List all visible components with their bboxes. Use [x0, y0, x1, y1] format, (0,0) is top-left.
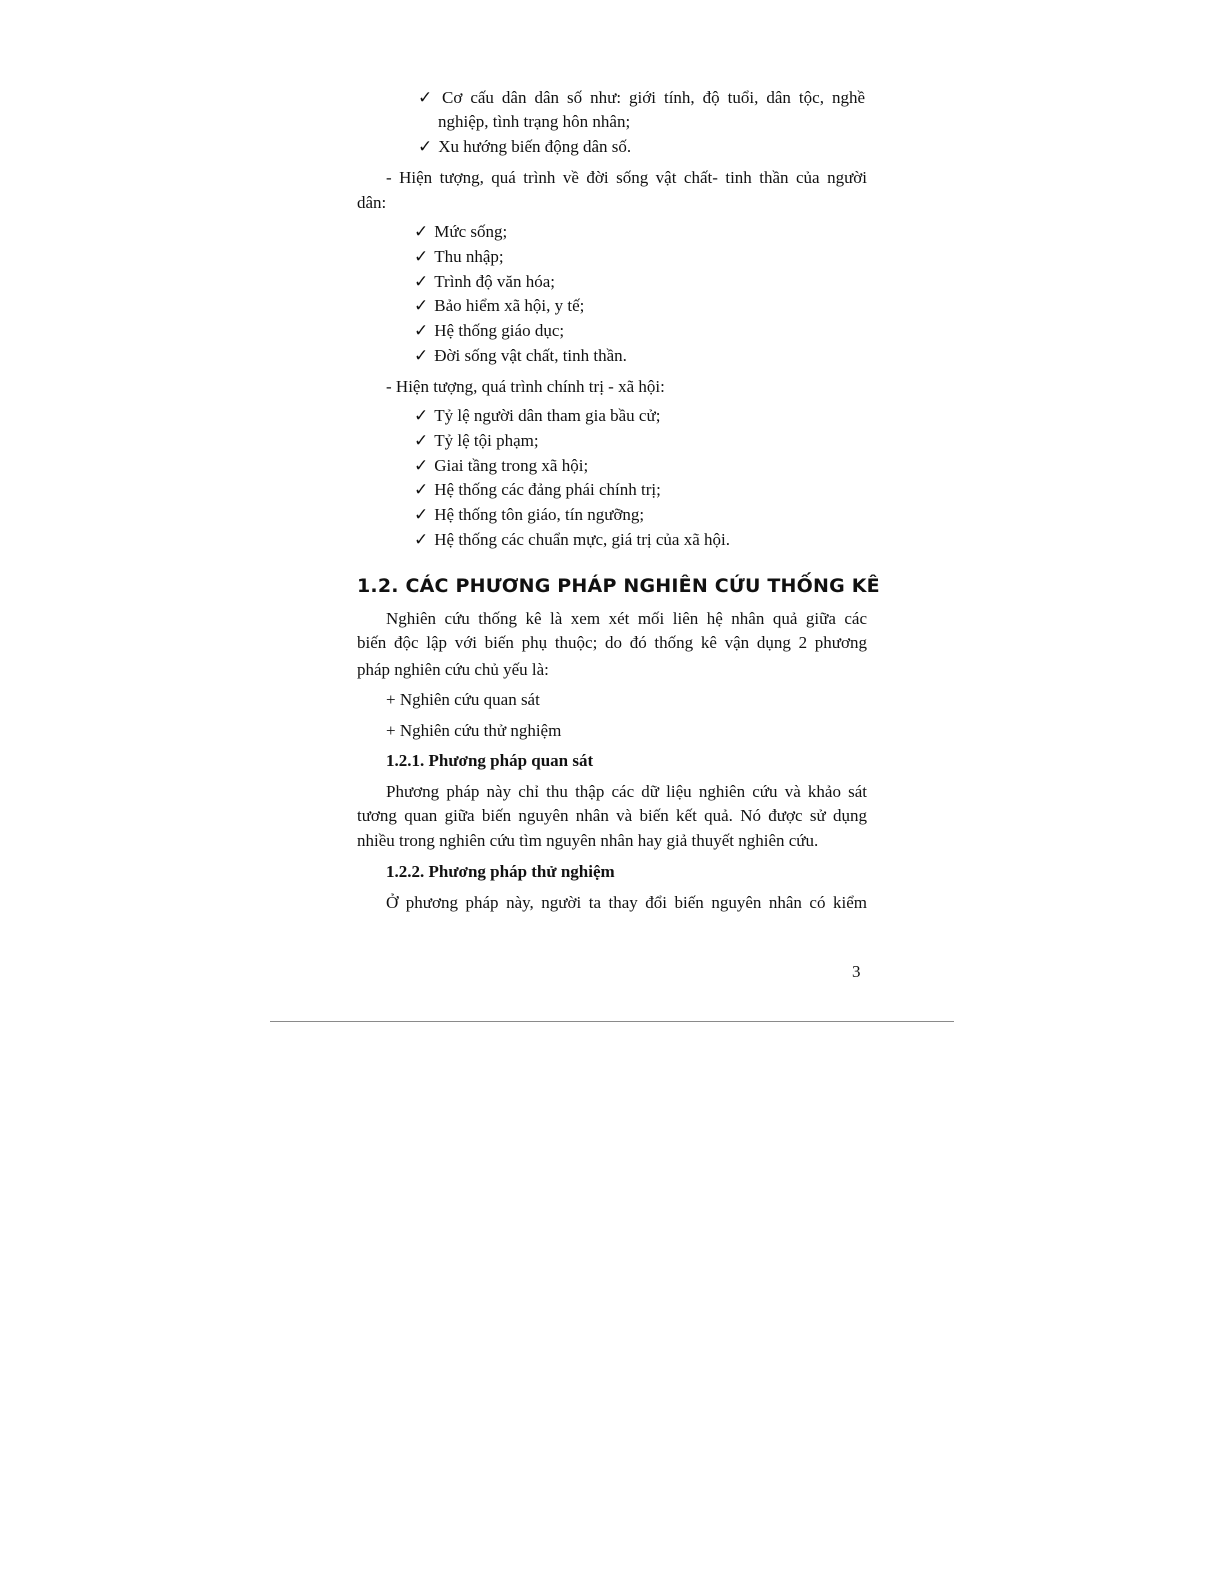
paragraph-line: biến độc lập với biến phụ thuộc; do đó thống kê vận dụng 2 phương	[357, 633, 867, 652]
list-item	[414, 321, 564, 341]
list-item	[414, 222, 507, 242]
method-item-observation: + Nghiên cứu quan sát	[386, 690, 540, 709]
list-item-text: Bảo hiểm xã hội, y tế;	[434, 296, 585, 315]
list-item-text: Xu hướng biến động dân số.	[438, 137, 632, 156]
checkmark-icon: ✓	[414, 222, 429, 241]
checkmark-icon: ✓	[414, 456, 429, 475]
list-item-demographic-structure	[418, 88, 865, 108]
list-item-population-trend	[418, 137, 631, 157]
checkmark-icon: ✓	[414, 296, 429, 315]
list-item	[414, 346, 627, 366]
checkmark-icon: ✓	[414, 247, 429, 266]
list-item	[414, 456, 588, 476]
subsection-heading-1-2-2: 1.2.2. Phương pháp thử nghiệm	[386, 862, 615, 881]
checkmark-icon: ✓	[414, 321, 429, 340]
method-item-experiment: + Nghiên cứu thử nghiệm	[386, 721, 562, 740]
list-item	[414, 296, 584, 316]
list-item	[414, 406, 660, 426]
paragraph-line: Phương pháp này chỉ thu thập các dữ liệu nghiên cứu và khảo sát	[386, 782, 867, 801]
list-item	[414, 431, 539, 451]
list-item-text: Tỷ lệ người dân tham gia bầu cử;	[434, 406, 661, 425]
list-item	[414, 480, 661, 500]
list-item-text: Hệ thống các chuẩn mực, giá trị của xã hội.	[434, 530, 730, 549]
paragraph-line: Nghiên cứu thống kê là xem xét mối liên hệ nhân quả giữa các	[386, 609, 867, 628]
paragraph-line: tương quan giữa biến nguyên nhân và biến kết quả. Nó được sử dụng	[357, 806, 867, 825]
subsection-heading-1-2-1: 1.2.1. Phương pháp quan sát	[386, 751, 594, 770]
paragraph-intro-living-continuation: dân:	[357, 193, 387, 212]
list-item-text: Hệ thống các đảng phái chính trị;	[434, 480, 661, 499]
list-item-text: Trình độ văn hóa;	[434, 272, 555, 291]
page-bottom-rule	[270, 1021, 954, 1022]
paragraph-intro-living: - Hiện tượng, quá trình về đời sống vật chất- tinh thần của người	[386, 168, 867, 187]
list-item	[414, 247, 504, 267]
list-item-text: Thu nhập;	[434, 247, 504, 266]
list-item-continuation: nghiệp, tình trạng hôn nhân;	[438, 112, 631, 131]
paragraph-line: Ở phương pháp này, người ta thay đổi biến nguyên nhân có kiểm	[386, 893, 867, 912]
checkmark-icon: ✓	[414, 272, 429, 291]
list-item	[414, 505, 644, 525]
checkmark-icon: ✓	[414, 346, 429, 365]
list-item-text: Giai tầng trong xã hội;	[434, 456, 589, 475]
list-item-text: Cơ cấu dân dân số như: giới tính, độ tuổi, dân tộc, nghề	[442, 88, 865, 107]
list-item	[414, 530, 730, 550]
list-item-text: Tỷ lệ tội phạm;	[434, 431, 539, 450]
page-number: 3	[852, 962, 861, 981]
checkmark-icon: ✓	[414, 530, 429, 549]
list-item-text: Hệ thống giáo dục;	[434, 321, 565, 340]
checkmark-icon: ✓	[418, 137, 433, 156]
paragraph-line: pháp nghiên cứu chủ yếu là:	[357, 660, 549, 679]
list-item-text: Hệ thống tôn giáo, tín ngưỡng;	[434, 505, 645, 524]
list-item-text: Mức sống;	[434, 222, 508, 241]
checkmark-icon: ✓	[414, 431, 429, 450]
list-item-text: Đời sống vật chất, tinh thần.	[434, 346, 627, 365]
paragraph-intro-politics: - Hiện tượng, quá trình chính trị - xã hội:	[386, 377, 665, 396]
paragraph-line: nhiều trong nghiên cứu tìm nguyên nhân hay giả thuyết nghiên cứu.	[357, 831, 819, 850]
checkmark-icon: ✓	[414, 505, 429, 524]
checkmark-icon: ✓	[418, 88, 436, 107]
checkmark-icon: ✓	[414, 406, 429, 425]
list-item	[414, 272, 555, 292]
checkmark-icon: ✓	[414, 480, 429, 499]
section-heading-1-2: 1.2. CÁC PHƯƠNG PHÁP NGHIÊN CỨU THỐNG KÊ	[357, 575, 880, 597]
